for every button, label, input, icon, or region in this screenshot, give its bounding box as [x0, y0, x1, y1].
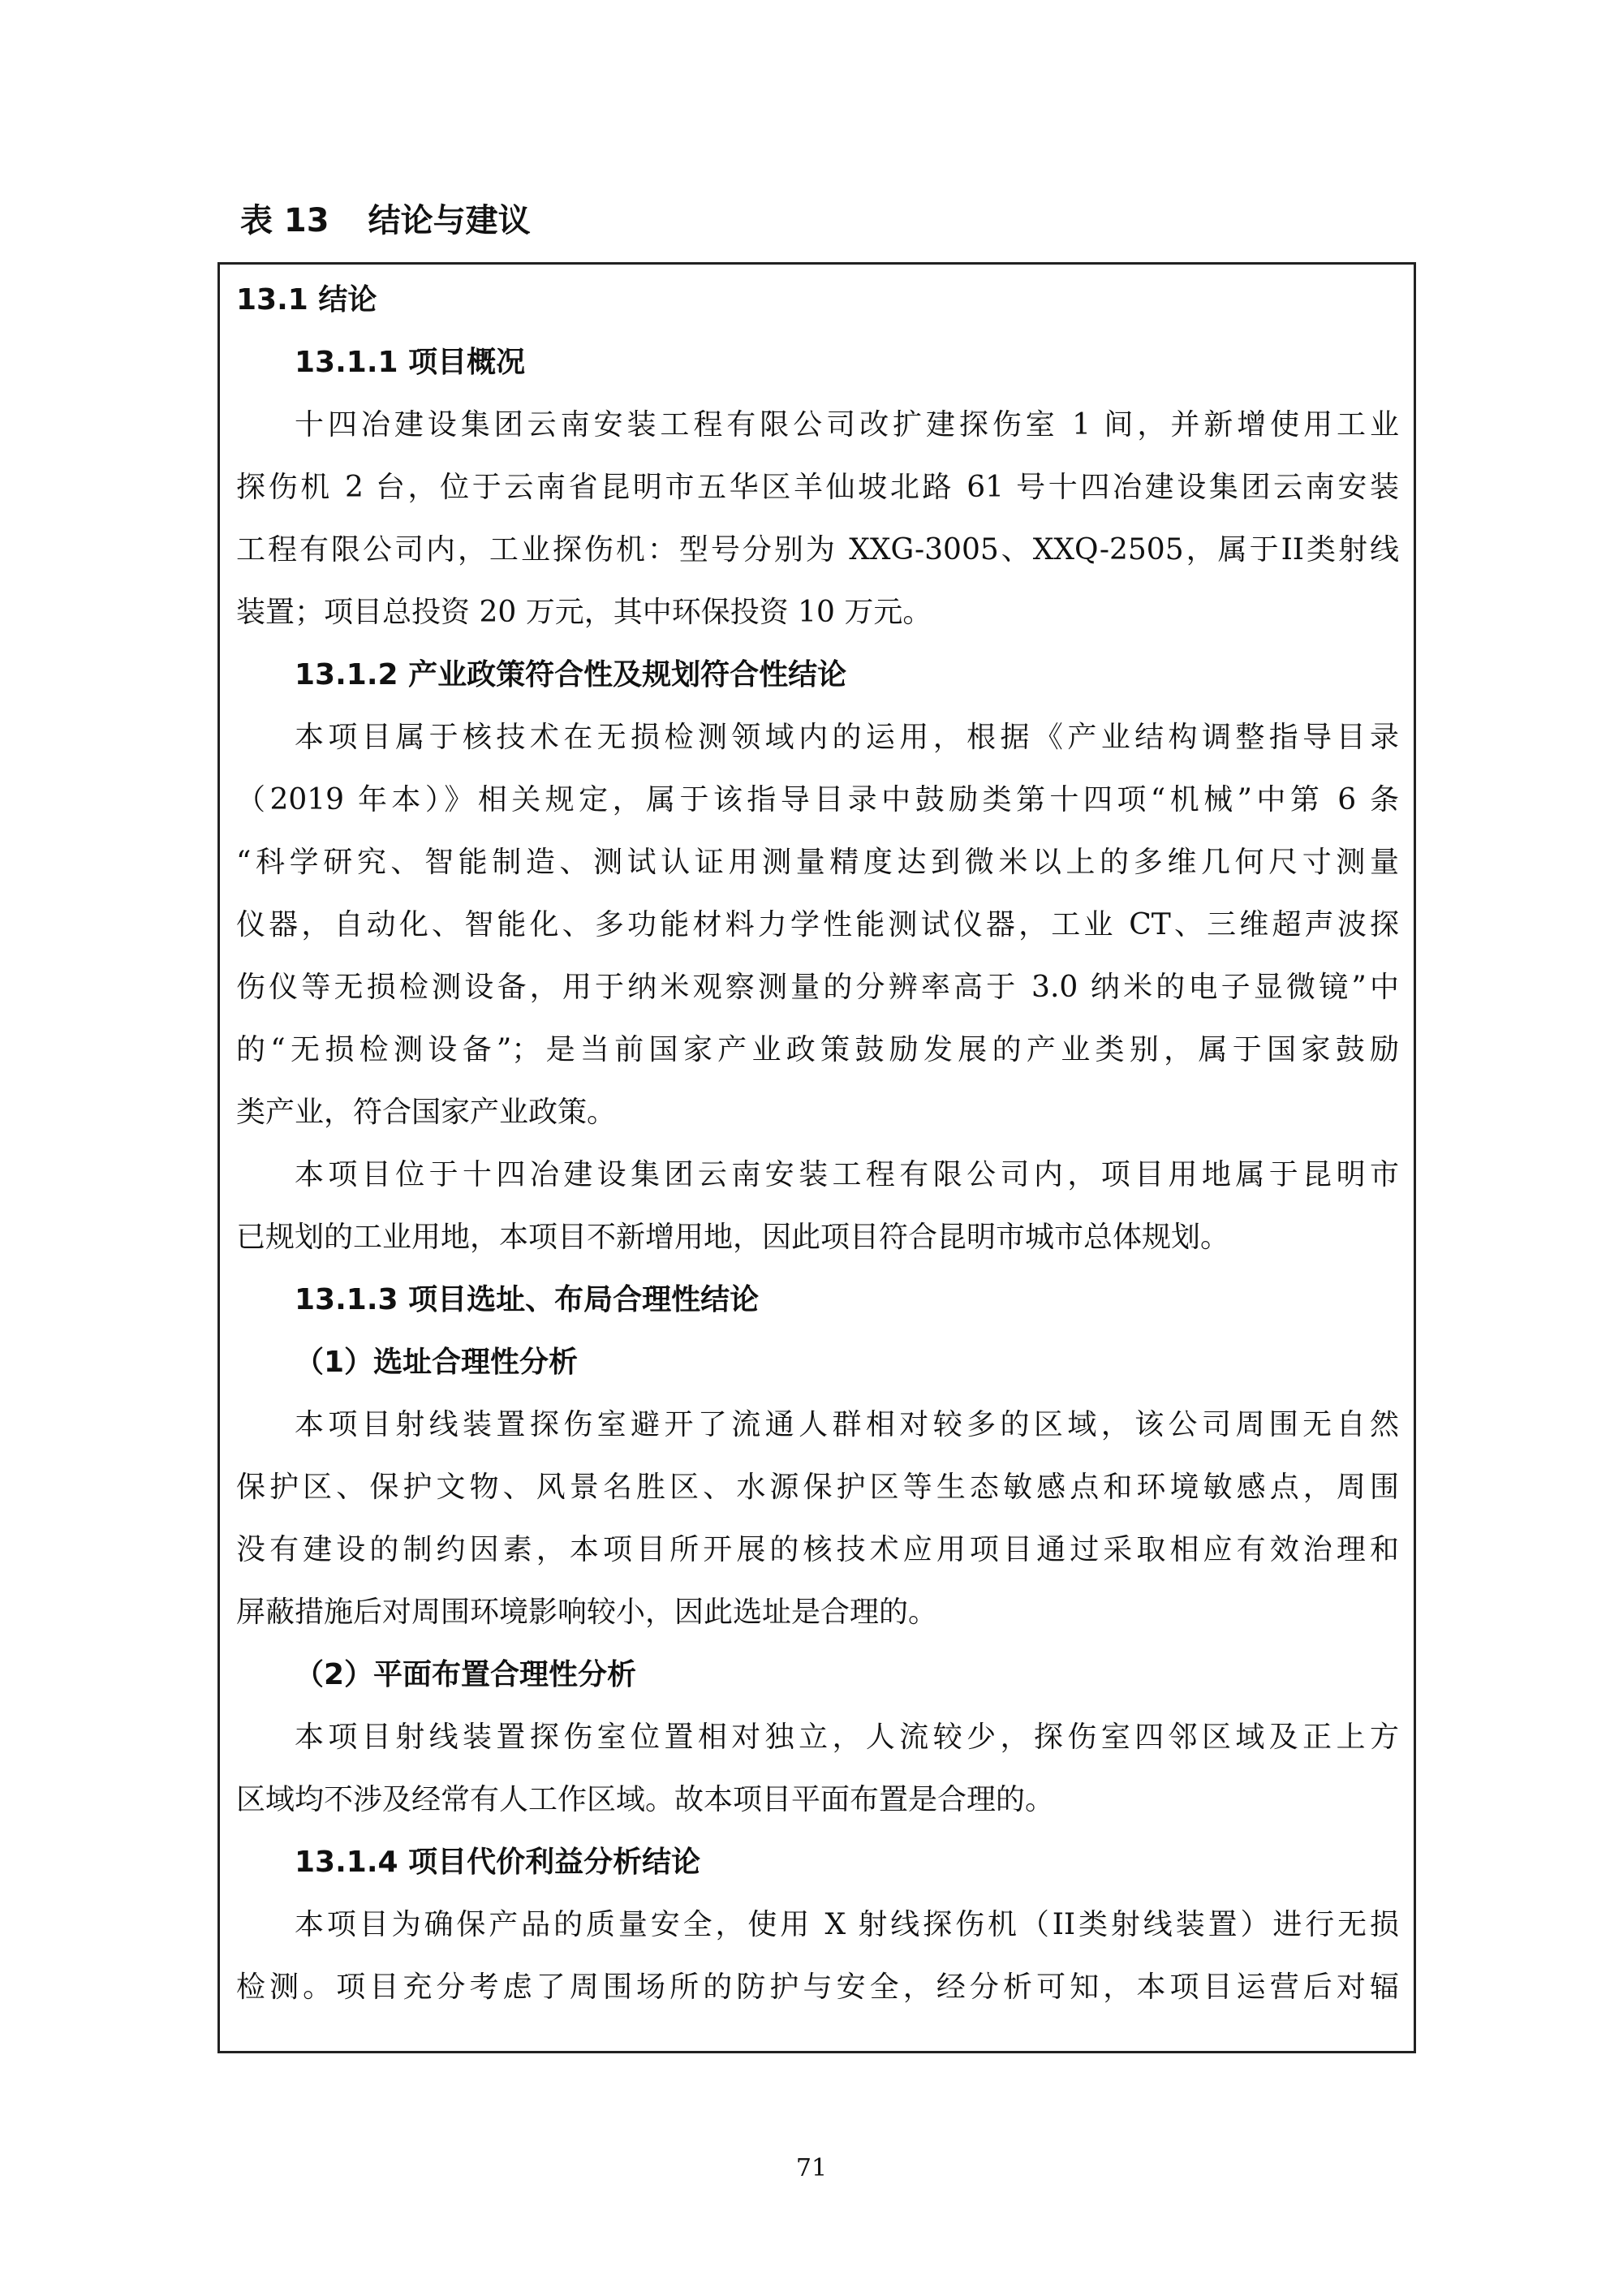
section-heading: 13.1 结论 — [236, 283, 377, 317]
content-table-cell — [217, 262, 1416, 2053]
paragraph-line: 本项目属于核技术在无损检测领域内的运用，根据《产业结构调整指导目录 — [295, 721, 1399, 754]
paragraph-line: 的“无损检测设备”；是当前国家产业政策鼓励发展的产业类别，属于国家鼓励 — [236, 1033, 1399, 1066]
paragraph-line: 伤仪等无损检测设备，用于纳米观察测量的分辨率高于 3.0 纳米的电子显微镜”中 — [236, 971, 1399, 1004]
paragraph-line: 十四冶建设集团云南安装工程有限公司改扩建探伤室 1 间，并新增使用工业 — [295, 408, 1399, 442]
table-number: 表 13 — [240, 202, 329, 239]
paragraph-line: 本项目射线装置探伤室位置相对独立，人流较少，探伤室四邻区域及正上方 — [295, 1721, 1399, 1754]
paragraph-line: 仪器，自动化、智能化、多功能材料力学性能测试仪器，工业 CT、三维超声波探 — [236, 908, 1399, 941]
paragraph-line: 本项目射线装置探伤室避开了流通人群相对较多的区域，该公司周围无自然 — [295, 1408, 1399, 1441]
paragraph-line: 类产业，符合国家产业政策。 — [236, 1096, 617, 1129]
paragraph-line: 检测。项目充分考虑了周围场所的防护与安全，经分析可知，本项目运营后对辐 — [236, 1971, 1399, 2004]
subsection-heading: 13.1.3 项目选址、布局合理性结论 — [295, 1283, 760, 1316]
paragraph-line: 装置；项目总投资 20 万元，其中环保投资 10 万元。 — [236, 596, 932, 629]
subsection-heading: 13.1.1 项目概况 — [295, 346, 526, 379]
subsection-heading: 13.1.2 产业政策符合性及规划符合性结论 — [295, 658, 847, 691]
page-number: 71 — [795, 2154, 828, 2182]
table-title: 结论与建议 — [368, 202, 531, 239]
paragraph-line: 区域均不涉及经常有人工作区域。故本项目平面布置是合理的。 — [236, 1783, 1055, 1816]
subsection-heading: 13.1.4 项目代价利益分析结论 — [295, 1846, 701, 1879]
analysis-heading: （1）选址合理性分析 — [295, 1346, 579, 1379]
analysis-heading: （2）平面布置合理性分析 — [295, 1658, 637, 1691]
paragraph-line: 屏蔽措施后对周围环境影响较小，因此选址是合理的。 — [236, 1596, 938, 1629]
paragraph-line: 探伤机 2 台，位于云南省昆明市五华区羊仙坡北路 61 号十四冶建设集团云南安装 — [236, 471, 1399, 504]
paragraph-line: 没有建设的制约因素，本项目所开展的核技术应用项目通过采取相应有效治理和 — [236, 1533, 1399, 1566]
page-title — [240, 188, 531, 253]
paragraph-line: （2019 年本）》相关规定，属于该指导目录中鼓励类第十四项“机械”中第 6 条 — [236, 783, 1399, 816]
paragraph-line: 保护区、保护文物、风景名胜区、水源保护区等生态敏感点和环境敏感点，周围 — [236, 1471, 1399, 1504]
paragraph-line: 已规划的工业用地，本项目不新增用地，因此项目符合昆明市城市总体规划。 — [236, 1221, 1230, 1254]
paragraph-line: “科学研究、智能制造、测试认证用测量精度达到微米以上的多维几何尺寸测量 — [236, 846, 1399, 879]
paragraph-line: 工程有限公司内，工业探伤机：型号分别为 XXG-3005、XXQ-2505，属于II类射线 — [236, 533, 1399, 566]
paragraph-line: 本项目位于十四冶建设集团云南安装工程有限公司内，项目用地属于昆明市 — [295, 1158, 1399, 1191]
paragraph-line: 本项目为确保产品的质量安全，使用 X 射线探伤机（II类射线装置）进行无损 — [295, 1908, 1399, 1941]
